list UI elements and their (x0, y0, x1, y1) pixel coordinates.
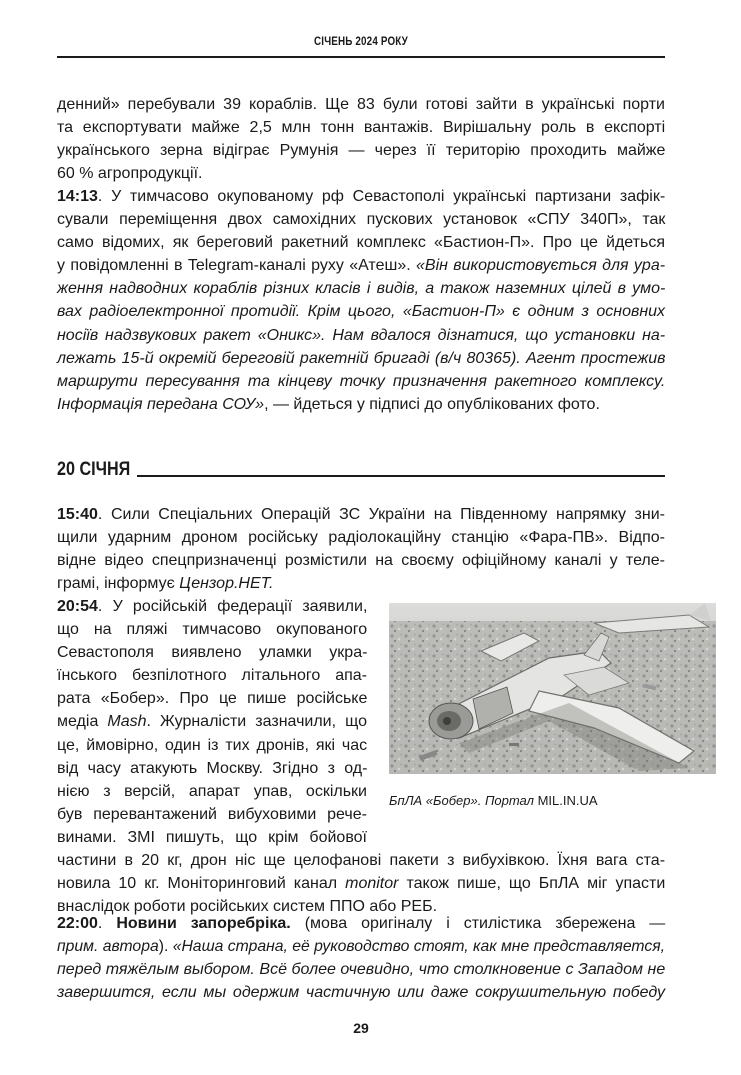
text-line (57, 710, 367, 733)
text-line (57, 872, 665, 895)
entry-title: Новини запоребріка. (116, 915, 291, 932)
entry-time: 15:40 (57, 506, 98, 523)
quote-fragment: Інформація передана СОУ» (57, 395, 265, 413)
text-line: винами. ЗМІ пишуть, що крім бойової (57, 828, 367, 846)
text-line: вах радіоелектронної протидії. Крім цього, «Бастион-П» є одним з основних (57, 303, 666, 321)
text-fragment: медіа (57, 713, 108, 731)
entry-1413 (57, 185, 665, 416)
entry-2200 (57, 912, 665, 1004)
text-line: завершится, если мы одержим частичную или даже сокрушительную победу (57, 984, 665, 1002)
text-line (57, 254, 665, 277)
text-line: від часу атакують Москву. Згідно з од- (57, 759, 368, 777)
text-fragment: . Журналісти зазначили, що (146, 713, 368, 731)
source-fragment: monitor (345, 875, 399, 893)
text-line: був перевантажений вибуховими рече- (57, 805, 367, 823)
text-fragment: також пише, що БпЛА міг упасти (398, 875, 666, 893)
text-fragment: . У тимчасово окупованому рф Севастополі українські партизани зафік- (97, 188, 666, 205)
text-line (57, 595, 367, 618)
text-fragment: . Сили Спеціальних Операцій ЗС України на Південному напрямку зни- (97, 506, 665, 523)
text-line: їнського безпілотного літального апа- (57, 667, 367, 685)
text-line (57, 393, 665, 416)
text-line: частини в 20 кг, дрон ніс ще целофанові пакети з вибухівкою. Їхня вага ста- (57, 852, 666, 870)
text-line (57, 185, 665, 208)
caption-text: БпЛА «Бобер». Портал (389, 793, 538, 808)
source-fragment: Mash (107, 713, 147, 731)
text-line (57, 935, 665, 958)
text-line: перед тяжёлым выбором. Всё более очевидно, что столкновение с Западом не (57, 961, 666, 979)
text-line: та експортувати майже 2,5 млн тонн вантажів. Вирішальну роль в експорті (57, 119, 666, 137)
text-line: маршрути пересування та кінцеву точку призначення ракетного комплексу. (57, 372, 666, 390)
text-line: сували переміщення двох самохідних пускових установок «СПУ 340П», так (57, 211, 666, 229)
date-heading-text: 20 СІЧНЯ (57, 459, 131, 480)
text-line: носіїв надзвукових ракет «Оникс». Нам вдалося дізнатися, що установки на- (57, 326, 666, 344)
date-heading (57, 456, 665, 480)
text-fragment: . (97, 915, 117, 932)
entry-time: 14:13 (57, 188, 98, 205)
text-fragment: (мова оригіналу і стилістика збережена — (290, 915, 666, 932)
text-line: лежать 15-й окремій береговій ракетній бригаді (в/ч 80365). Агент простежив (57, 349, 666, 367)
note-fragment: прим. автора (57, 938, 159, 956)
quote-fragment: «Він використовується для ура- (416, 257, 666, 275)
quote-fragment: «Наша страна, её руководство стоят, как мне представляется, (172, 938, 665, 956)
text-fragment: ). (158, 938, 173, 956)
text-line: ження надводних кораблів різних класів і видів, а також наземних цілей в умо- (57, 280, 666, 298)
text-line: Севастополя виявлено уламки укра- (57, 644, 368, 662)
photo-caption (389, 793, 716, 808)
text-fragment: новила 10 кг. Моніторинговий канал (57, 875, 346, 893)
text-line: само відомих, як береговий ракетний комплекс «Бастион-П». Про це йдеться (57, 234, 665, 252)
text-line: це, ймовірно, один із тих дронів, які час (57, 736, 368, 754)
drone-illustration (389, 603, 716, 774)
text-fragment: . У російській федерації заявили, (97, 598, 368, 615)
text-line: щили ударним дроном російську радіолокаційну станцію «Фара-ПВ». Відпо- (57, 529, 665, 547)
source-fragment: Цензор.НЕТ. (179, 575, 274, 593)
page-number: 29 (353, 1020, 369, 1036)
text-line: денний» перебували 39 кораблів. Ще 83 були готові зайти в українські порти (57, 96, 665, 113)
running-header: СІЧЕНЬ 2024 РОКУ (314, 34, 408, 48)
text-line (57, 912, 665, 935)
header-rule (57, 56, 665, 58)
entry-1540 (57, 503, 665, 595)
text-line: відне відео спецпризначенці розмістили на своєму офіційному каналі у теле- (57, 552, 665, 570)
text-line (57, 572, 665, 595)
text-line (57, 503, 665, 526)
text-fragment: , — йдеться у підписі до опублікованих фото. (264, 395, 600, 413)
date-heading-rule (137, 475, 665, 477)
text-fragment: у повідомленні в Telegram-каналі руху «Атеш». (57, 257, 416, 275)
text-line: рата «Бобер». Про це пише російське (57, 690, 368, 708)
text-line: 60 % агропродукції. (57, 165, 203, 183)
entry-time: 20:54 (57, 598, 98, 615)
text-line: українського зерна відіграє Румунія — через її територію проходить майже (57, 142, 666, 160)
wrapped-column (57, 595, 367, 849)
text-line: внаслідок роботи російських систем ППО або РЕБ. (57, 898, 438, 916)
text-line: нією з версій, апарат упав, оскільки (57, 782, 367, 800)
entry-time: 22:00 (57, 915, 98, 932)
paragraph-continuation (57, 93, 665, 185)
text-fragment: грамі, інформує (57, 575, 180, 593)
text-line: що на пляжі тимчасово окупованого (57, 621, 368, 639)
drone-wreckage-photo (389, 603, 716, 774)
caption-source: MIL.IN.UA (537, 793, 598, 808)
